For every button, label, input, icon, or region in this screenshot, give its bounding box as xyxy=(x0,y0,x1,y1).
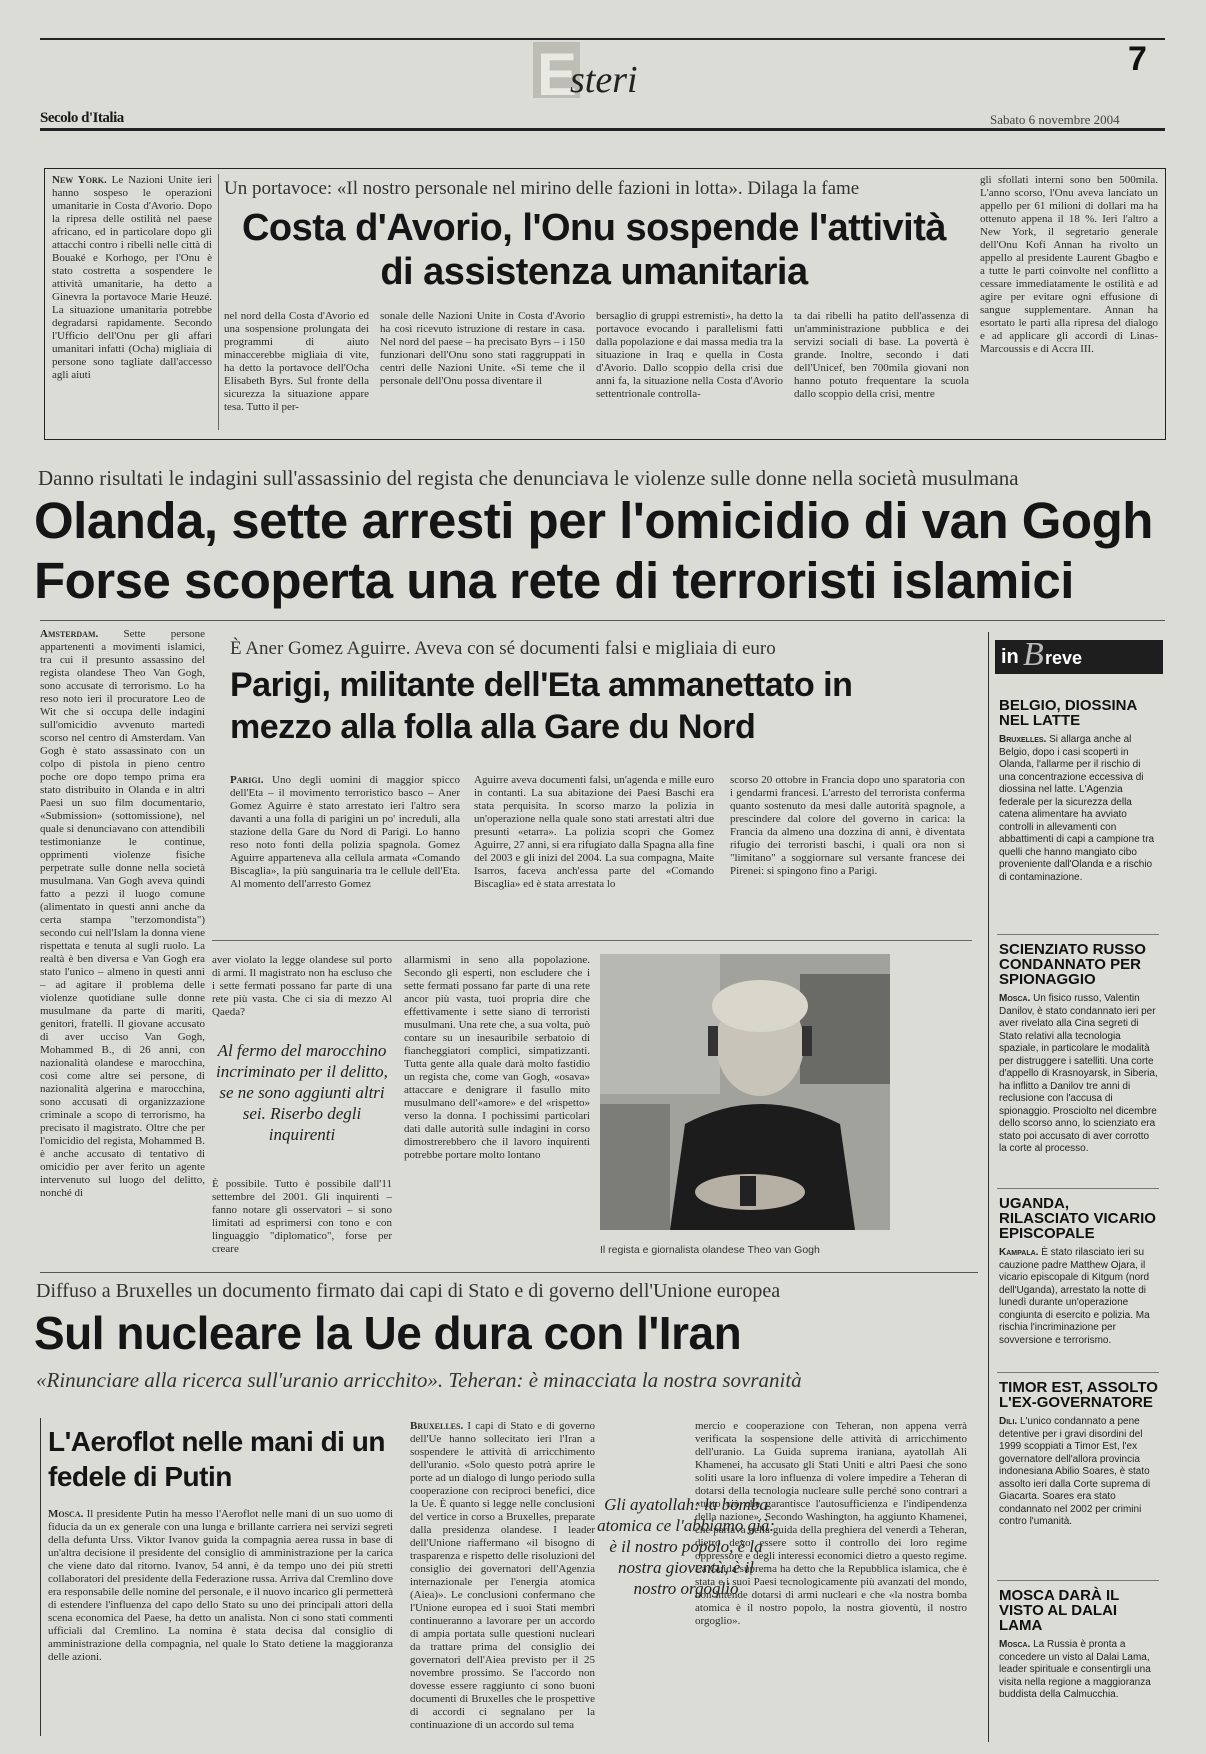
eta-column-3: scorso 20 ottobre in Francia dopo uno sparatoria con i gendarmi francesi. L'arresto del terrorista conferma quanto sostenuto da mesi dalle autorità spagnole, a prescindere dal colore del governo in carica: la Francia da almeno una dozzina di anni, è diventata rifugio dei terroristi baschi, i quali ora non si "limitano" a soggiornare sul versante francese dei Pirenei: si spingono fino a Parigi. xyxy=(730,774,965,877)
costa-headline: Costa d'Avorio, l'Onu sospende l'attività di assistenza umanitaria xyxy=(241,207,947,293)
costa-column-6: gli sfollati interni sono ben 500mila. L'anno scorso, l'Onu aveva lanciato un appello per 61 milioni di dollari ma ha ottenuto appena il 18 %. Ieri l'altro a New York, il segretario generale dell'Onu Kofi Annan ha rivolto un appello al presidente Laurent Gbagbo e a tutte le parti coinvolte nel conflitto a cessare immediatamente le ostilità e ad agire per evitare ogni effusione di sangue supplementare. Annan ha esortato le parti alla ripresa del dialogo e ad applicare gli accordi di Linas-Marcoussis e di Accra III. xyxy=(980,174,1158,355)
section-title: steri xyxy=(570,59,638,101)
brief-dateline: Mosca. xyxy=(999,1639,1031,1650)
masthead-rule xyxy=(40,128,1165,131)
eta-kicker: È Aner Gomez Aguirre. Aveva con sé documenti falsi e migliaia di euro xyxy=(230,638,776,659)
brief-dateline: Bruxelles. xyxy=(999,734,1047,745)
van-gogh-photo xyxy=(600,954,890,1230)
iran-col1-text: I capi di Stato e di governo dell'Ue hanno sollecitato ieri l'Iran a sospendere le attività di arricchimento dell'uranio. «Solo questo potrà aprire le porte ad un dialogo di lungo periodo sulla cooperazione con reciproci benefici, dice la Ue. È quanto si legge nelle conclusioni del vertice in corso a Bruxelles, preparate dalla presidenza olandese. I leader dell'Unione riaffermano «il bisogno di trasparenza e rispetto delle risoluzioni del consiglio dei governatori dell'Agenzia internazionale per l'energia atomica (Aiea)». Le conclusioni confermano che l'Unione europea ed i suoi Stati membri continueranno a lavorare per un accordo di ampia portata sulle questioni nucleari da trattare prima del consiglio dei governatori dell'Aiea previsto per il 25 novembre prossimo. Se l'accordo non dovesse essere raggiunto ci sono buoni documenti di Bruxelles che le prospettive di accordi ci segnalano per la continuazione di un accordo sul tema xyxy=(410,1420,595,1730)
brief-text xyxy=(999,734,1159,884)
olanda-kicker: Danno risultati le indagini sull'assassinio del regista che denunciava le violenze sulle donne nella società musulmana xyxy=(38,466,1019,490)
page-number: 7 xyxy=(1128,40,1147,78)
in-breve-logo-b: B xyxy=(1023,636,1044,673)
brief-title: TIMOR EST, ASSOLTO L'EX-GOVERNATORE xyxy=(999,1379,1158,1411)
olanda-column-2: aver violato la legge olandese sul porto di armi. Il magistrato non ha escluso che i sette fermati possano far parte di una rete più vasta. Che ci sia di mezzo Al Qaeda? xyxy=(212,954,392,1018)
iran-pullquote: Gli ayatollah: la bomba atomica ce l'abbiamo già: è il nostro popolo, è la nostra gioventù, è il nostro orgoglio xyxy=(597,1495,775,1598)
iran-top-rule xyxy=(40,1272,978,1273)
section-initial: E xyxy=(537,41,578,108)
olanda-pullquote: Al fermo del marocchino incriminato per il delitto, se ne sono aggiunti altri sei. Riserbo degli inquirenti xyxy=(216,1041,388,1144)
in-breve-sidebar xyxy=(988,632,1167,1742)
brief-item-dalai-lama xyxy=(999,1588,1159,1702)
olanda-rule xyxy=(40,620,1165,621)
brief-divider xyxy=(997,1188,1159,1189)
olanda-col1-text: Sette persone appartenenti a movimenti islamici, tra cui il presunto assassino del regista olandese Theo Van Gogh, sono accusate di terrorismo. Lo ha reso noto ieri il procuratore Leo de Wit che si occupa delle indagini sull'omicidio avvenuto martedì scorso nel centro di Amsterdam. Van Gogh è stato assassinato con un colpo di pistola in pieno centro poche ore dopo tempo prima era stato distribuito in Olanda e in altri Paesi un suo film documentario, «Submission» (sottomissione), nel quale si denunciavano con attendibili testimonianze le continue, opprimenti violenze fisiche perpetrate sulle donne nella società musulmana. Van Gogh aveva quindi fatto a pezzi il luogo comune (alimentato in questi anni anche da certa stampa "terzomondista") secondo cui nell'Islam la donna viene rispettata e tenuta al sugli ruolo. La realtà è ben diversa e Van Gogh era stato l'unico – almeno in questi anni – ad agitare il problema delle violenze quotidiane sulle donne musulmane da parte di mariti, genitori, fratelli. Il giovane accusato di aver ucciso Van Gogh, Mohammed B., di 26 anni, con nazionalità olandese e marocchina, così come altre sei persone, di nazionalità algerina e marocchina, sono accusati di organizzazione criminale a scopo di terrorismo, ha precisato il magistrato. Oltre che per l'omicidio del regista, Mohammed B. è anche accusato di tentativo di omicidio per aver ferito un agente intervenuto sul luogo del delitto, nonché di xyxy=(40,628,205,1199)
costa-column-1 xyxy=(52,174,212,430)
eta-bottom-rule xyxy=(212,940,972,941)
costa-column-2: nel nord della Costa d'Avorio ed una sospensione prolungata dei programmi di aiuto minaccerebbe migliaia di vite, ha detto la portavoce dell'Ocha Elisabeth Byrs. Sul fronte della sicurezza la situazione appare tesa. Tutto il per- xyxy=(224,310,369,413)
brief-title: MOSCA DARÀ IL VISTO AL DALAI LAMA xyxy=(999,1587,1119,1634)
in-breve-logo-rest: reve xyxy=(1045,648,1083,668)
brief-body: Un fisico russo, Valentin Danilov, è stato condannato ieri per aver rivelato alla Cina segreti di Stato relativi alla tecnologia spaziale, in particolare le modalità per distruggere i satelliti. Una corte d'appello di Krasnoyarsk, in Siberia, ha inflitto a Danilov tre anni di reclusione con l'accusa di spionaggio. Prosciolto nel dicembre dello scorso anno, lo scienziato era stato poi accusato di aver corrotto la corte al processo. xyxy=(999,993,1158,1154)
eta-column-2: Aguirre aveva documenti falsi, un'agenda e mille euro in contanti. La sua abitazione dei Paesi Baschi era stata perquisita. In scorso marzo la polizia in un'operazione nella quale sono stati arrestati altri due presunti «etarra». La polizia scoprì che Gomez Aguirre, 27 anni, si era rifugiato dalla Spagna alla fine del 2003 e gli inizi del 2004. La sua compagna, Maite Isarros, faceva anch'essa parte del «Comando Biscaglia» ed è stata arrestata lo xyxy=(474,774,714,890)
brief-item-belgio xyxy=(999,698,1159,884)
issue-date: Sabato 6 novembre 2004 xyxy=(990,112,1120,127)
olanda-dateline: Amsterdam. xyxy=(40,628,99,640)
top-rule xyxy=(40,38,1165,40)
brief-dateline: Kampala. xyxy=(999,1247,1039,1258)
olanda-column-3: allarmismi in seno alla popolazione. Secondo gli esperti, non escludere che i sette fermati possano far parte di una rete ancor più vasta, tuoi propria dire che effettivamente i sette siano di terroristi musulmani. Una rete che, a sua volta, può contare su un inesauribile serbatoio di fiancheggiatori complici, simpatizzanti. Tutta gente alla quale darà molto fastidio un regista che, come van Gogh, «osava» attaccare e denigrare il fasullo mito musulmano dell'«amore» e del «rispetto» verso la donna. I pochissimi particolari dati dalle autorità sulle indagini in corso dimostrerebbero che il lavoro inquirenti potrebbe portare molto lontano xyxy=(404,954,590,1161)
iran-headline: Sul nucleare la Ue dura con l'Iran xyxy=(34,1307,742,1359)
brief-text xyxy=(999,993,1159,1156)
costa-column-4: bersaglio di gruppi estremisti», ha detto la portavoce evocando i parallelismi fatti dalla popolazione e dai massa media tra la situazione in Iraq e quella in Costa d'Avorio. Dallo scoppio della crisi due anni fa, la situazione nella Costa d'Avorio settentrionale controlla- xyxy=(596,310,783,400)
olanda-column-2b: È possibile. Tutto è possibile dall'11 settembre del 2001. Gli inquirenti – fanno notare gli osservatori – si sono limitati ad esprimersi con tono e con linguaggio "diplomatico", forse per creare xyxy=(212,1178,392,1255)
brief-title: UGANDA, RILASCIATO VICARIO EPISCOPALE xyxy=(999,1195,1156,1242)
eta-col1-text: Uno degli uomini di maggior spicco dell'Eta – il movimento terroristico basco – Aner Gomez Aguirre è stato arrestato ieri l'altro sera davanti a una folla di parigini un po' increduli, alla stazione della Gare du Nord di Parigi. Lo hanno reso noto fonti della polizia spagnola. Gomez Aguirre apparteneva alla cellula armata «Comando Biscaglia», la più sanguinaria tra le cellule dell'Eta. Al momento dell'arresto Gomez xyxy=(230,774,460,890)
brief-item-uganda xyxy=(999,1196,1159,1347)
iran-subhead: «Rinunciare alla ricerca sull'uranio arricchito». Teheran: è minacciata la nostra sovranità xyxy=(36,1368,802,1392)
costa-column-5: ta dai ribelli ha patito dell'assenza di un'amministrazione pubblica e dei servizi sociali di base. La povertà è grande. Inoltre, secondo i dati dell'Unicef, ben 700mila giovani non hanno potuto frequentare la scuola dallo scoppio della crisi, mentre xyxy=(794,310,969,400)
brief-body: È stato rilasciato ieri su cauzione padre Matthew Ojara, il vicario episcopale di Kitgum (nord dell'Uganda), arrestato la notte di lunedì durante un'operazione congiunta di esercito e polizia. Ma rischia l'incriminazione per sovversione e terrorismo. xyxy=(999,1247,1150,1346)
brief-title: BELGIO, DIOSSINA NEL LATTE xyxy=(999,697,1137,729)
in-breve-logo xyxy=(995,636,1163,674)
van-gogh-photo-illustration xyxy=(600,954,890,1230)
costa-col1-text: Le Nazioni Unite ieri hanno sospeso le operazioni umanitarie in Costa d'Avorio. Dopo la ripresa delle ostilità nel paese africano, ed in particolare dopo gli attacchi contro i ribelli nelle città di Bouaké e Korhogo, per l'Onu è stato costretta a sospendere le attività umanitarie, ha detto a Ginevra la portavoce Marie Heuzé. La situazione umanitaria potrebbe degradarsi rapidamente. Secondo l'Ufficio dell'Onu per gli affari umanitari infatti (Ocha) migliaia di persone sono tagliate dall'accesso agli aiuti xyxy=(52,174,212,381)
eta-dateline: Parigi. xyxy=(230,774,264,786)
brief-divider xyxy=(997,934,1159,935)
brief-title: SCIENZIATO RUSSO CONDANNATO PER SPIONAGGIO xyxy=(999,941,1146,988)
olanda-headline-2: Forse scoperta una rete di terroristi islamici xyxy=(34,552,1074,609)
brief-text xyxy=(999,1247,1159,1347)
brief-body: Si allarga anche al Belgio, dopo i casi scoperti in Olanda, l'allarme per il rischio di una concentrazione eccessiva di diossina nel latte. L'Agenzia federale per la sicurezza della catena alimentare ha avviato controlli in allevamenti con abbattimenti di capi a campione tra quelli che hanno mangiato cibo proveniente dall'Olanda e a rischio di contaminazione. xyxy=(999,734,1155,883)
aeroflot-dateline: Mosca. xyxy=(48,1508,84,1520)
costa-dateline: New York. xyxy=(52,174,107,186)
iran-column-1 xyxy=(410,1420,595,1730)
brief-item-spionaggio xyxy=(999,942,1159,1156)
costa-divider xyxy=(218,174,219,430)
eta-headline: Parigi, militante dell'Eta ammanettato in mezzo alla folla alla Gare du Nord xyxy=(230,666,853,746)
in-breve-logo-in: in xyxy=(1001,646,1019,668)
brief-item-timor xyxy=(999,1380,1159,1529)
brief-body: L'unico condannato a pene detentive per i gravi disordini del 1999 scoppiati a Timor Est, l'ex governatore dell'allora provincia indonesiana Abilio Soares, è stato assolto ieri dalla Corte suprema di Giacarta. Soares era stato condannato nel 2002 per crimini contro l'umanità. xyxy=(999,1416,1151,1527)
brief-text xyxy=(999,1416,1159,1529)
brief-body: La Russia è pronta a concedere un visto al Dalai Lama, leader spirituale e consentirgli una visita nella regione a maggioranza buddista della Calmucchia. xyxy=(999,1639,1151,1700)
costa-column-3: sonale delle Nazioni Unite in Costa d'Avorio ha così ricevuto istruzione di restare in casa. Nel nord del paese – ha precisato Byrs – i 150 funzionari dell'Onu sono stati raggruppati in centri delle Nazioni Unite. «Si teme che il personale dell'Onu possa diventare il xyxy=(380,310,585,387)
iran-column-2: mercio e cooperazione con Teheran, non appena verrà verificata la sospensione delle attività di arricchimento dell'uranio. La Guida suprema iraniana, ayatollah Ali Khamenei, ha accusato gli Stati Uniti e altri Paesi che sono soliti usare la loro influenza di volere impedire a Teheran di dotarsi della tecnologia nucleare sulle perché sono contrari a «tutto ciò che garantisce l'autosufficienza e l'indipendenza della nazione». Secondo Washington, ha aggiunto Khamenei, che parlava nella guida della preghiera del venerdì a Teheran, dietro devo essere sotto il controllo dei loro regime oppressore e degli interessi economici dietro a questo regime. La Guida suprema ha detto che la Repubblica islamica, che è stata e i suoi Paesi tecnologicamente più avanzati del mondo, non intende dotarsi di armi nucleari e che «la nostra bomba atomica è il nostro popolo, la nostra gioventù, il nostro orgoglio». xyxy=(695,1420,967,1627)
olanda-column-1 xyxy=(40,628,205,1280)
iran-kicker: Diffuso a Bruxelles un documento firmato dai capi di Stato e di governo dell'Unione europea xyxy=(36,1280,781,1302)
paper-name: Secolo d'Italia xyxy=(40,110,124,126)
brief-divider xyxy=(997,1580,1159,1581)
iran-dateline: Bruxelles. xyxy=(410,1420,464,1432)
aeroflot-column xyxy=(48,1508,393,1730)
eta-column-1 xyxy=(230,774,460,924)
brief-text xyxy=(999,1639,1159,1702)
olanda-headline-1: Olanda, sette arresti per l'omicidio di van Gogh xyxy=(34,492,1153,549)
brief-dateline: Mosca. xyxy=(999,993,1031,1004)
brief-dateline: Dili. xyxy=(999,1416,1018,1427)
costa-kicker: Un portavoce: «Il nostro personale nel mirino delle fazioni in lotta». Dilaga la fame xyxy=(224,178,860,199)
photo-caption: Il regista e giornalista olandese Theo van Gogh xyxy=(600,1244,820,1256)
aeroflot-col1-text: Il presidente Putin ha messo l'Aeroflot nelle mani di un suo uomo di fiducia da un ex generale con una lunga e brillante carriera nei servizi segreti della defunta Urss. Viktor Ivanov guida la compagnia aerea russa in base di un'altra decisione il presidente del consiglio di amministrazione per la carica che viene dato dal ritorno. Ivanov, 54 anni, è da tempo uno dei più stretti collaboratori del presidente della Federazione russa. Arriva dal Cremlino dove era responsabile delle nomine del personale, e il nuovo incarico gli permetterà di estendere l'influenza del capo dello Stato su uno dei principali attori della scena economica del Paese, ha detto un analista. Non ci sono stati commenti ufficiali dal Cremlino. La nomina è stata decisa dal consiglio di amministrazione della compagnia, nel quale lo Stato detiene la maggioranza delle azioni. xyxy=(48,1508,393,1663)
brief-divider xyxy=(997,1372,1159,1373)
aeroflot-headline: L'Aeroflot nelle mani di un fedele di Putin xyxy=(48,1426,385,1492)
